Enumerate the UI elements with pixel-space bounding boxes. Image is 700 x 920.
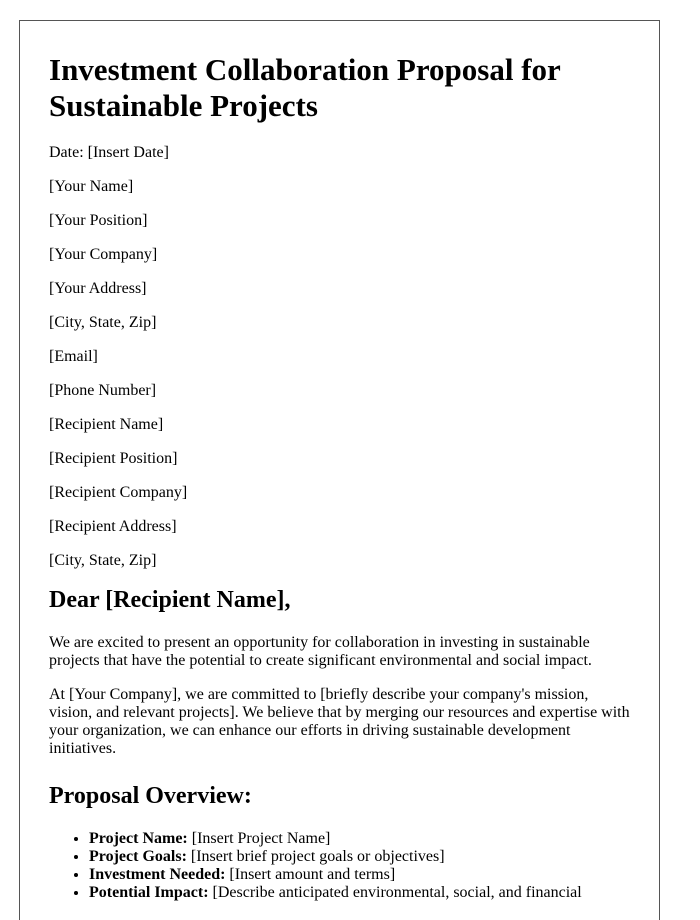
recipient-name: [Recipient Name] <box>49 416 164 433</box>
sender-block <box>49 178 630 400</box>
item-label: Potential Impact: <box>89 884 209 901</box>
intro-paragraph: We are excited to present an opportunity for collaboration in investing in sustainable projects that have the potential to create significant environmental and social impact. <box>49 634 592 669</box>
recipient-position: [Recipient Position] <box>49 450 178 467</box>
sender-address: [Your Address] <box>49 280 147 297</box>
sender-position: [Your Position] <box>49 212 148 229</box>
salutation: Dear [Recipient Name], <box>49 587 291 613</box>
item-label: Investment Needed: <box>89 866 226 883</box>
list-item <box>89 884 630 902</box>
list-item <box>89 866 630 884</box>
overview-list <box>49 830 630 902</box>
page-title: Investment Collaboration Proposal for Sustainable Projects <box>49 52 561 123</box>
item-value: [Insert brief project goals or objectives] <box>186 848 445 865</box>
sender-company: [Your Company] <box>49 246 158 263</box>
item-value: [Insert Project Name] <box>187 830 331 847</box>
sender-city-state-zip: [City, State, Zip] <box>49 314 157 331</box>
letter-page <box>19 20 660 920</box>
overview-heading: Proposal Overview: <box>49 783 252 809</box>
item-label: Project Name: <box>89 830 188 847</box>
recipient-company: [Recipient Company] <box>49 484 188 501</box>
sender-name: [Your Name] <box>49 178 134 195</box>
recipient-city-state-zip: [City, State, Zip] <box>49 552 157 569</box>
commitment-paragraph: At [Your Company], we are committed to [briefly describe your company's mission, vision, and relevant projects]. We believe that by merging our resources and expertise with your organization, we can enhance our efforts in driving sustainable development initiatives. <box>49 686 630 757</box>
recipient-block <box>49 416 630 570</box>
item-value: [Describe anticipated environmental, social, and financial <box>208 884 582 901</box>
list-item <box>89 848 630 866</box>
list-item <box>89 830 630 848</box>
date-line: Date: [Insert Date] <box>49 144 169 161</box>
sender-email: [Email] <box>49 348 98 365</box>
sender-phone: [Phone Number] <box>49 382 157 399</box>
recipient-address: [Recipient Address] <box>49 518 177 535</box>
item-label: Project Goals: <box>89 848 187 865</box>
item-value: [Insert amount and terms] <box>225 866 396 883</box>
